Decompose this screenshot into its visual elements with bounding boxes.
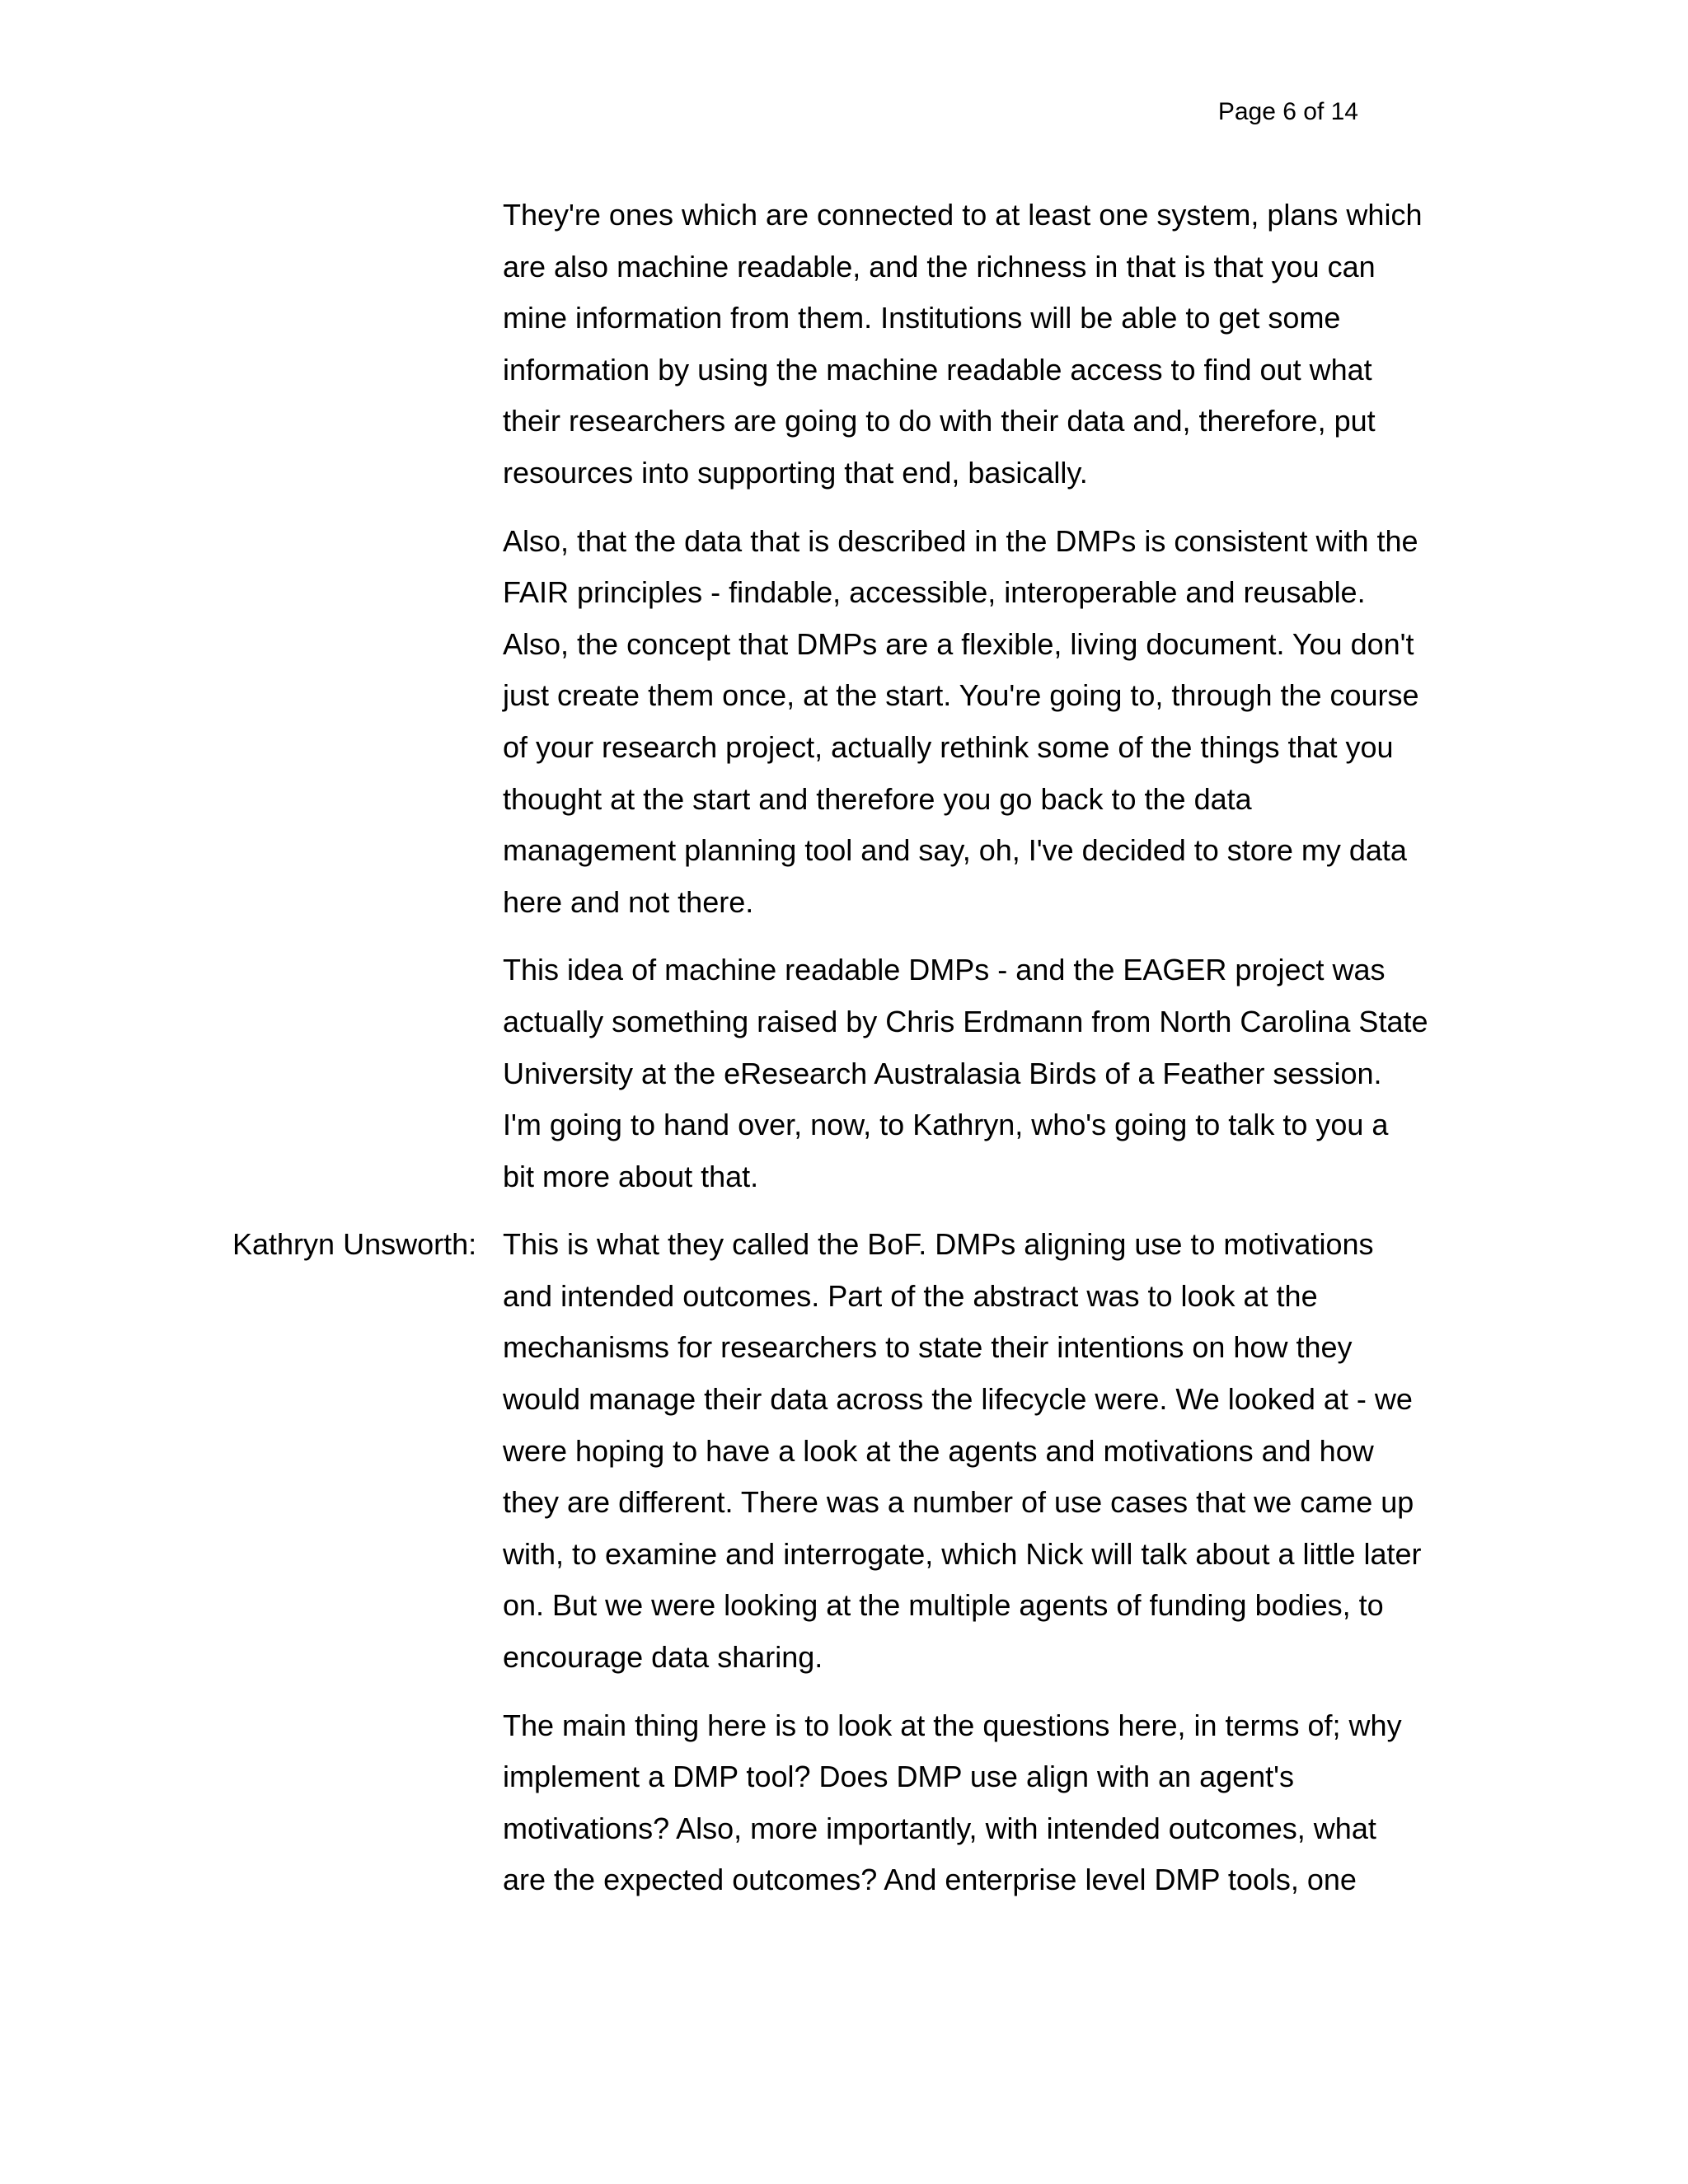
transcript-block <box>232 190 1452 1219</box>
paragraph <box>503 190 1459 499</box>
text-line: mine information from them. Institutions will be able to get some <box>503 301 1341 335</box>
text-line: Also, the concept that DMPs are a flexible, living document. You don't <box>503 626 1414 661</box>
transcript <box>232 190 1452 1923</box>
text-line: with, to examine and interrogate, which Nick will talk about a little later <box>503 1536 1422 1571</box>
text-line: They're ones which are connected to at least one system, plans which <box>503 198 1423 232</box>
text-line: implement a DMP tool? Does DMP use align with an agent's <box>503 1760 1295 1794</box>
text-line: encourage data sharing. <box>503 1640 823 1675</box>
text-line: FAIR principles - findable, accessible, interoperable and reusable. <box>503 575 1366 610</box>
text-line: This is what they called the BoF. DMPs aligning use to motivations <box>503 1227 1374 1262</box>
paragraph <box>503 1219 1459 1683</box>
text-line: resources into supporting that end, basically. <box>503 455 1088 490</box>
text-line: just create them once, at the start. You're going to, through the course <box>503 678 1419 713</box>
text-line: actually something raised by Chris Erdmann from North Carolina State <box>503 1004 1428 1038</box>
text-line: would manage their data across the lifecycle were. We looked at - we <box>503 1382 1413 1417</box>
text-line: This idea of machine readable DMPs - and the EAGER project was <box>503 953 1386 987</box>
text-line: are the expected outcomes? And enterprise level DMP tools, one <box>503 1863 1357 1897</box>
text-line: were hoping to have a look at the agents and motivations and how <box>503 1433 1374 1468</box>
speech-text <box>503 1219 1459 1923</box>
text-line: motivations? Also, more importantly, with intended outcomes, what <box>503 1811 1376 1845</box>
text-line: bit more about that. <box>503 1159 759 1193</box>
paragraph <box>503 944 1459 1202</box>
text-line: they are different. There was a number of use cases that we came up <box>503 1485 1414 1520</box>
transcript-block <box>232 1219 1452 1923</box>
text-line: Also, that the data that is described in the DMPs is consistent with the <box>503 523 1418 558</box>
text-line: University at the eResearch Australasia Birds of a Feather session. <box>503 1056 1382 1090</box>
text-line: information by using the machine readable access to find out what <box>503 352 1372 387</box>
text-line: here and not there. <box>503 884 754 919</box>
text-line: thought at the start and therefore you go back to the data <box>503 781 1252 816</box>
text-line: are also machine readable, and the richness in that is that you can <box>503 249 1376 284</box>
paragraph <box>503 516 1459 929</box>
speech-text <box>503 190 1459 1219</box>
page-number: Page 6 of 14 <box>1217 98 1358 125</box>
speaker-name: Kathryn Unsworth: <box>232 1227 477 1262</box>
text-line: their researchers are going to do with their data and, therefore, put <box>503 404 1376 438</box>
text-line: management planning tool and say, oh, I've decided to store my data <box>503 833 1407 868</box>
text-line: on. But we were looking at the multiple agents of funding bodies, to <box>503 1588 1384 1623</box>
paragraph <box>503 1700 1459 1906</box>
text-line: and intended outcomes. Part of the abstract was to look at the <box>503 1278 1318 1313</box>
text-line: of your research project, actually rethink some of the things that you <box>503 729 1394 764</box>
text-line: I'm going to hand over, now, to Kathryn, who's going to talk to you a <box>503 1108 1389 1142</box>
text-line: The main thing here is to look at the questions here, in terms of; why <box>503 1708 1402 1742</box>
text-line: mechanisms for researchers to state their intentions on how they <box>503 1330 1353 1365</box>
